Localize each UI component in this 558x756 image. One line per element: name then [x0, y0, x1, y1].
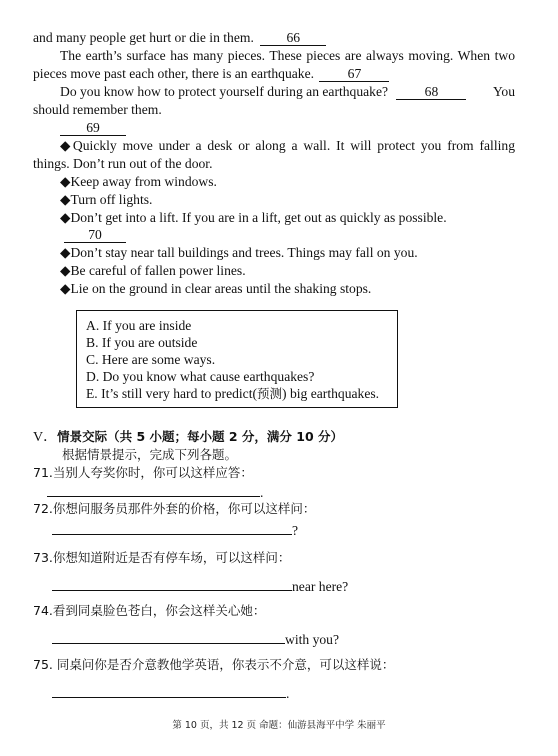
- passage-line-8: things. Don’t run out of the door.: [33, 156, 213, 171]
- bullet-turn-off: ◆Turn off lights.: [60, 192, 153, 207]
- option-b: B. If you are outside: [86, 335, 198, 350]
- question-71: 71.当别人夸奖你时，你可以这样应答：: [33, 465, 253, 480]
- answer-71-blank[interactable]: [47, 483, 260, 497]
- answer-73[interactable]: near here?: [52, 577, 348, 596]
- answer-74[interactable]: with you?: [52, 630, 339, 649]
- blank-70: 70: [64, 227, 126, 243]
- bullet-lie-down: ◆Lie on the ground in clear areas until the shaking stops.: [60, 281, 372, 296]
- bullet-keep-away: ◆Keep away from windows.: [60, 174, 217, 189]
- passage-line-2: The earth’s surface has many pieces. These pieces are always moving. When two: [60, 48, 515, 63]
- question-74: 74.看到同桌脸色苍白，你会这样关心她：: [33, 603, 266, 618]
- page-footer: 第 10 页，共 12 页 命题：仙游县海平中学 朱丽平: [172, 720, 386, 731]
- blank-66: 66: [260, 30, 326, 46]
- section-5-heading: V．情景交际（共 5 小题；每小题 2 分，满分 10 分）: [33, 429, 344, 445]
- answer-71[interactable]: .: [47, 483, 263, 502]
- passage-line-1: and many people get hurt or die in them. 66: [33, 29, 515, 47]
- section-5-instruction: 根据情景提示，完成下列各题。: [62, 447, 238, 462]
- answer-72-blank[interactable]: [52, 521, 292, 535]
- passage-line-3: pieces move past each other, there is an earthquake. 67: [33, 65, 515, 83]
- question-72: 72.你想问服务员那件外套的价格，你可以这样问：: [33, 501, 316, 516]
- answer-75[interactable]: .: [52, 684, 289, 703]
- option-e: E. It’s still very hard to predict(预测) big earthquakes.: [86, 386, 380, 401]
- option-a: A. If you are inside: [86, 318, 192, 333]
- answer-75-blank[interactable]: [52, 684, 286, 698]
- passage-line-5: should remember them.: [33, 102, 162, 117]
- blank-69: 69: [60, 120, 126, 136]
- bullet-power-lines: ◆Be careful of fallen power lines.: [60, 263, 246, 278]
- bullet-lift: ◆Don’t get into a lift. If you are in a lift, get out as quickly as possible.: [60, 210, 447, 225]
- passage-line-blank70: [64, 226, 546, 244]
- answer-74-blank[interactable]: [52, 630, 285, 644]
- answer-73-blank[interactable]: [52, 577, 292, 591]
- answer-72[interactable]: ?: [52, 521, 298, 540]
- question-73: 73.你想知道附近是否有停车场，可以这样问：: [33, 550, 291, 565]
- passage-line-4: Do you know how to protect yourself during an earthquake? 68 You: [60, 84, 515, 99]
- option-d: D. Do you know what cause earthquakes?: [86, 369, 315, 384]
- blank-67: 67: [319, 66, 389, 82]
- option-c: C. Here are some ways.: [86, 352, 216, 367]
- question-75: 75. 同桌问你是否介意教他学英语，你表示不介意，可以这样说：: [33, 657, 395, 672]
- bullet-buildings: ◆Don’t stay near tall buildings and trees. Things may fall on you.: [60, 245, 418, 260]
- passage-line-6: [60, 119, 542, 137]
- blank-68: 68: [396, 84, 466, 100]
- options-box: [76, 310, 398, 408]
- passage-line-7: ◆Quickly move under a desk or along a wall. It will protect you from falling: [60, 138, 515, 153]
